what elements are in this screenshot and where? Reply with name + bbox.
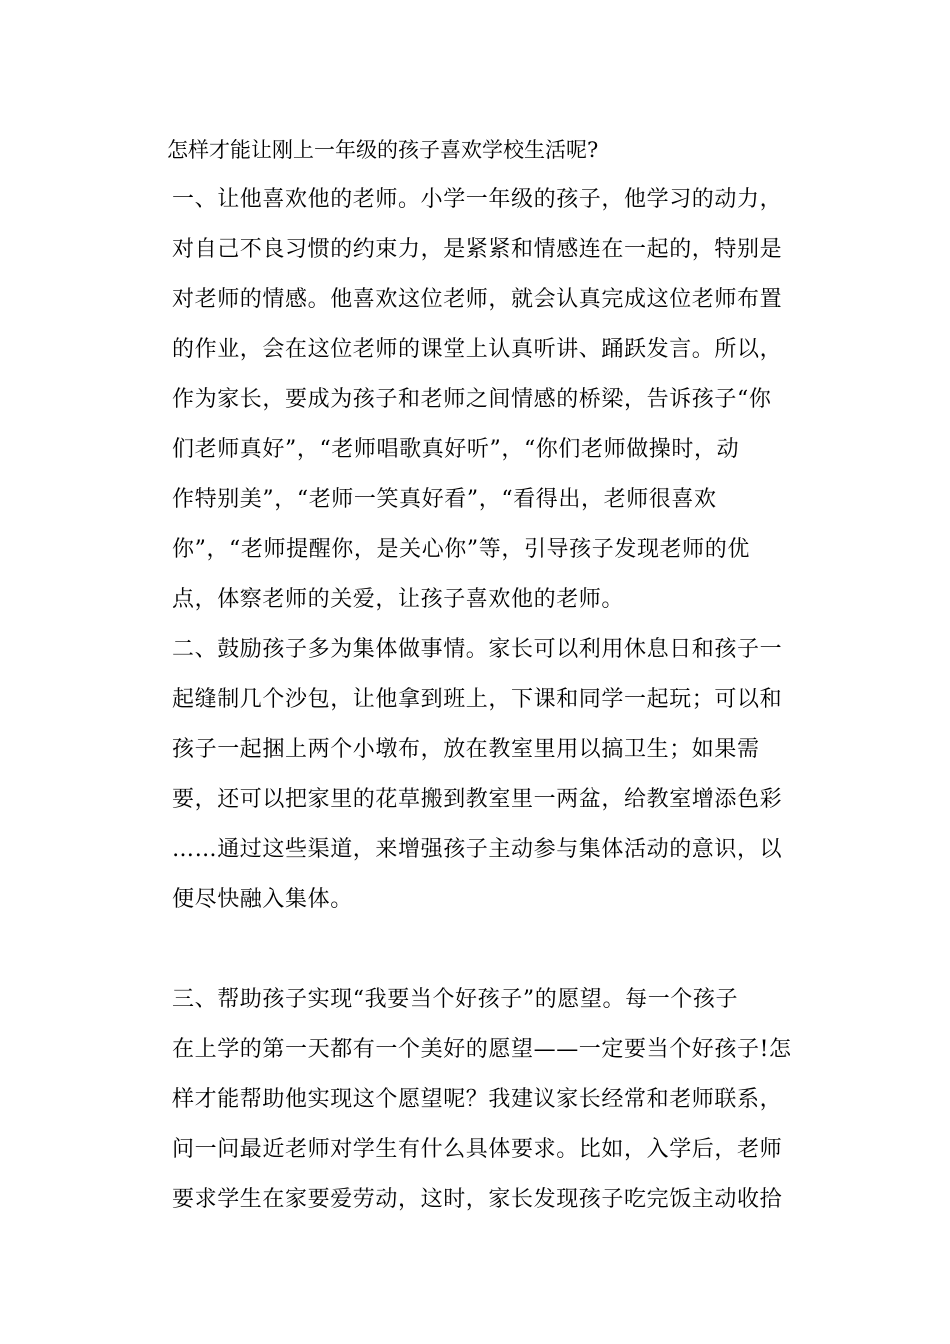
paragraph-1-line-8: 你”，“老师提醒你，是关心你”等，引导孩子发现老师的优 [172,537,750,562]
paragraph-3-line-5: 要求学生在家要爱劳动，这时，家长发现孩子吃完饭主动收拾 [172,1187,783,1212]
paragraph-1-line-5: 作为家长，要成为孩子和老师之间情感的桥梁，告诉孩子“你 [172,387,772,412]
document-title: 怎样才能让刚上一年级的孩子喜欢学校生活呢? [167,138,599,162]
paragraph-3-line-4: 问一问最近老师对学生有什么具体要求。比如，入学后，老师 [172,1137,783,1162]
paragraph-1-line-7: 作特别美”，“老师一笑真好看”，“看得出，老师很喜欢 [172,487,717,512]
paragraph-1-line-3: 对老师的情感。他喜欢这位老师，就会认真完成这位老师布置 [172,287,783,312]
paragraph-2-line-6: 便尽快融入集体。 [172,887,353,912]
paragraph-1-line-6: 们老师真好”，“老师唱歌真好听”，“你们老师做操时，动 [172,437,740,462]
paragraph-1-line-1: 一、让他喜欢他的老师。小学一年级的孩子，他学习的动力， [172,187,783,212]
paragraph-2-line-1: 二、鼓励孩子多为集体做事情。家长可以利用休息日和孩子一 [172,637,783,662]
paragraph-3-line-2: 在上学的第一天都有一个美好的愿望——一定要当个好孩子!怎 [172,1037,792,1062]
paragraph-3-line-3: 样才能帮助他实现这个愿望呢？我建议家长经常和老师联系， [172,1087,783,1112]
paragraph-1-line-9: 点，体察老师的关爱，让孩子喜欢他的老师。 [172,587,625,612]
paragraph-1-line-4: 的作业，会在这位老师的课堂上认真听讲、踊跃发言。所以， [172,337,783,362]
paragraph-2-line-5: ……通过这些渠道，来增强孩子主动参与集体活动的意识，以 [172,837,783,862]
paragraph-2-line-2: 起缝制几个沙包，让他拿到班上，下课和同学一起玩；可以和 [172,687,783,712]
paragraph-2-line-3: 孩子一起捆上两个小墩布，放在教室里用以搞卫生；如果需 [172,737,760,762]
paragraph-3-line-1: 三、帮助孩子实现“我要当个好孩子”的愿望。每一个孩子 [172,987,739,1012]
paragraph-2-line-4: 要，还可以把家里的花草搬到教室里一两盆，给教室增添色彩 [172,787,783,812]
paragraph-1-line-2: 对自己不良习惯的约束力，是紧紧和情感连在一起的，特别是 [172,237,783,262]
